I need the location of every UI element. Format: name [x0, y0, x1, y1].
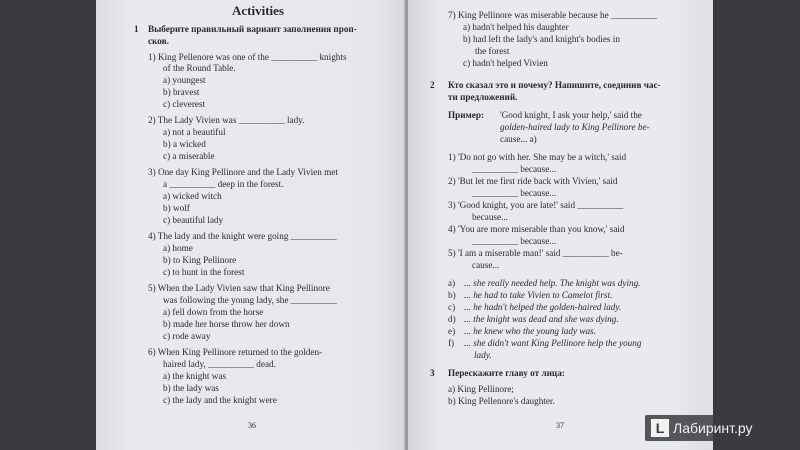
answer-text: ... the knight was dead and she was dying.: [464, 314, 619, 324]
quote-3-cont: because...: [472, 212, 508, 222]
option: c) a miserable: [163, 151, 215, 161]
exercise2-number: 2: [430, 80, 435, 90]
quote-4-cont: __________ because...: [472, 236, 557, 246]
option: c) the lady and the knight were: [163, 395, 277, 405]
page-number: 36: [248, 421, 256, 430]
question-3-cont: a __________ deep in the forest.: [163, 179, 284, 189]
answer-text-cont: lady.: [474, 350, 492, 360]
exercise1-number: 1: [134, 24, 139, 34]
answer-text: ... he knew who the young lady was.: [464, 326, 596, 336]
question-7: 7) King Pellinore was miserable because he __________: [448, 10, 657, 20]
option: c) cleverest: [163, 99, 206, 109]
option: c) beautiful lady: [163, 215, 224, 225]
question-2: 2) The Lady Vivien was __________ lady.: [148, 115, 305, 125]
option: b) to King Pellinore: [163, 255, 237, 265]
quote-4: 4) 'You are more miserable than you know,' said: [448, 224, 625, 234]
exercise3-instruction: Перескажите главу от лица:: [448, 368, 565, 378]
option: b) the lady was: [163, 383, 219, 393]
option: a) fell down from the horse: [163, 307, 264, 317]
labirint-logo-icon: L: [651, 419, 669, 437]
question-3: 3) One day King Pellinore and the Lady Vivien met: [148, 167, 338, 177]
exercise2-instruction-cont: ти предложений.: [448, 92, 518, 102]
question-1: 1) King Pellenore was one of the __________ knights: [148, 52, 347, 62]
example-text-cont: golden-haired lady to King Pellinore be-: [500, 122, 650, 132]
option: b) wolf: [163, 203, 190, 213]
option: b) made her horse throw her down: [163, 319, 290, 329]
option: a) not a beautiful: [163, 127, 226, 137]
question-6-cont: haired lady, __________ dead.: [163, 359, 276, 369]
question-5: 5) When the Lady Vivien saw that King Pellinore: [148, 283, 330, 293]
quote-3: 3) 'Good knight, you are late!' said __________: [448, 200, 624, 210]
option: c) to hunt in the forest: [163, 267, 245, 277]
answer-text: ... she really needed help. The knight was dying.: [464, 278, 641, 288]
answer-letter: a): [448, 278, 456, 288]
option: a) wicked witch: [163, 191, 222, 201]
quote-5: 5) 'I am a miserable man!' said __________ be-: [448, 248, 623, 258]
question-5-cont: was following the young lady, she __________: [163, 295, 337, 305]
example-label: Пример:: [448, 110, 485, 120]
page-title: Activities: [232, 3, 284, 18]
quote-2: 2) 'But let me first ride back with Vivien,' said: [448, 176, 618, 186]
exercise1-instruction: Выберите правильный вариант заполнения проп-: [148, 24, 357, 34]
quote-5-cont: cause...: [472, 260, 500, 270]
answer-letter: e): [448, 326, 456, 336]
answer-text: ... he hadn't helped the golden-haired lady.: [464, 302, 622, 312]
right-page: [408, 0, 713, 450]
answer-letter: d): [448, 314, 456, 324]
example-text: 'Good knight, I ask your help,' said the: [500, 110, 642, 120]
option: a) the knight was: [163, 371, 227, 381]
answer-letter: c): [448, 302, 456, 312]
option: a) youngest: [163, 75, 206, 85]
option: a) home: [163, 243, 193, 253]
exercise2-instruction: Кто сказал это и почему? Напишите, соединив час-: [448, 80, 661, 90]
retell-option: a) King Pellinore;: [448, 384, 514, 394]
option-cont: the forest: [475, 46, 510, 56]
question-6: 6) When King Pellinore returned to the golden-: [148, 347, 323, 357]
watermark: [645, 415, 797, 441]
option: a) hadn't helped his daughter: [463, 22, 569, 32]
question-1-cont: of the Round Table.: [163, 63, 236, 73]
answer-letter: f): [448, 338, 455, 348]
quote-1: 1) 'Do not go with her. She may be a witch,' said: [448, 152, 627, 162]
option: b) bravest: [163, 87, 200, 97]
example-text-end: cause... a): [500, 134, 537, 144]
retell-option: b) King Pellenore's daughter.: [448, 396, 555, 406]
option: b) a wicked: [163, 139, 206, 149]
answer-text: ... he had to take Vivien to Camelot first.: [464, 290, 613, 300]
answer-text: ... she didn't want King Pellinore help the young: [464, 338, 642, 348]
page-number: 37: [556, 421, 564, 430]
option: c) hadn't helped Vivien: [463, 58, 548, 68]
left-page: [96, 0, 406, 450]
option: c) rode away: [163, 331, 211, 341]
quote-2-cont: __________ because...: [472, 188, 557, 198]
exercise3-number: 3: [430, 368, 435, 378]
option: b) had left the lady's and knight's bodies in: [463, 34, 620, 44]
watermark-text: Лабиринт.ру: [673, 420, 753, 436]
answer-letter: b): [448, 290, 456, 300]
quote-1-cont: __________ because...: [472, 164, 557, 174]
question-4: 4) The lady and the knight were going __________: [148, 231, 337, 241]
exercise1-instruction-cont: сков.: [148, 36, 169, 46]
